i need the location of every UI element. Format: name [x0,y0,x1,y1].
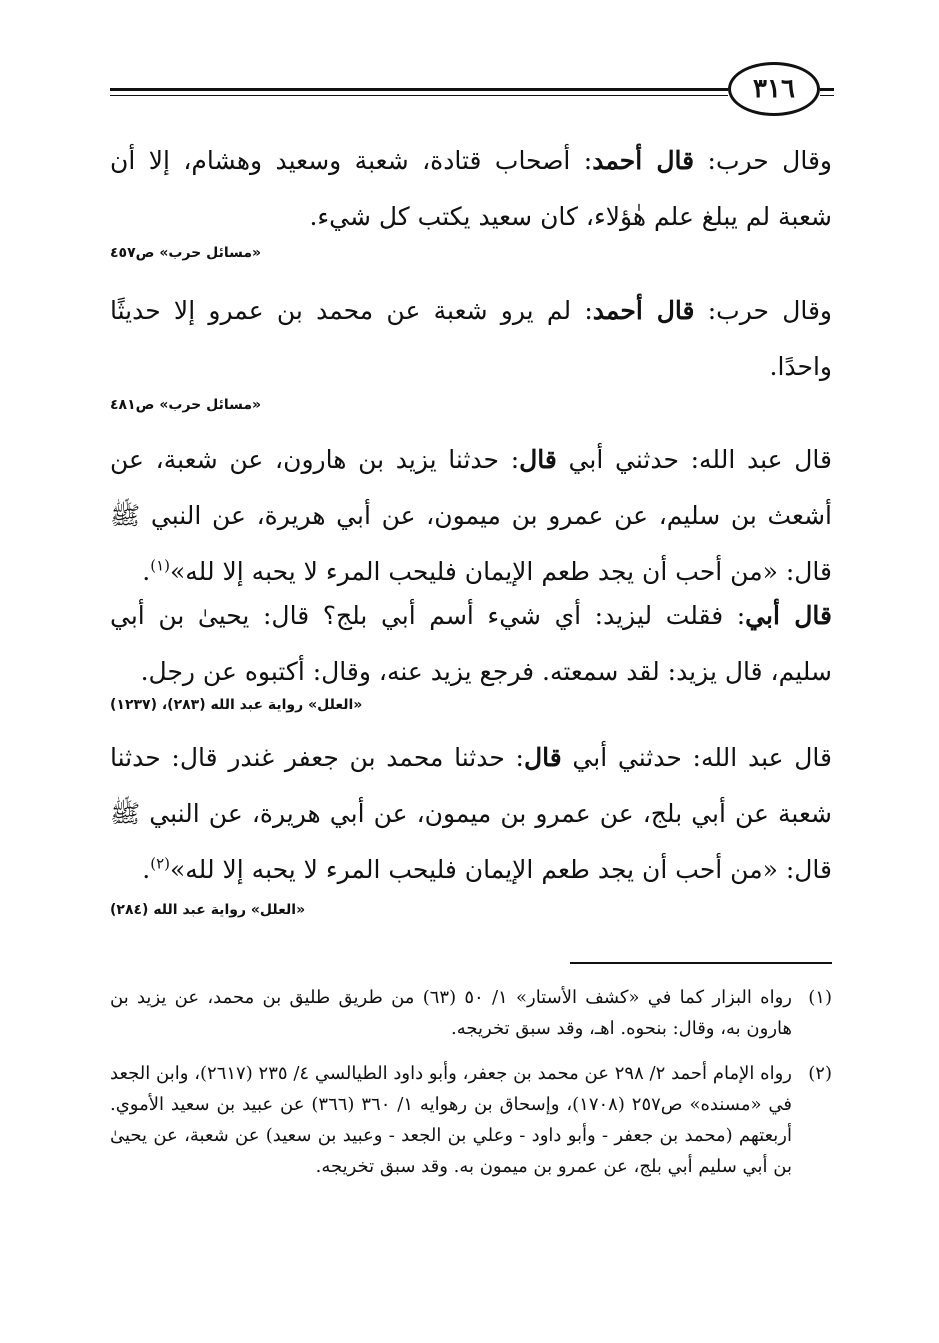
paragraph-end: . [142,557,151,586]
source-citation-1: «مسائل حرب» ص٤٥٧ [110,245,262,261]
paragraph-text: : أصحاب قتادة، شعبة وسعيد وهشام، إلا أن شعبة لم يبلغ علم هٰؤلاء، كان سعيد يكتب كل شيء. [110,146,832,231]
paragraph-speaker: وقال حرب: [694,146,832,175]
source-citation-2: «مسائل حرب» ص٤٨١ [110,397,262,413]
footnote-separator [570,962,832,964]
paragraph-5 [110,730,832,898]
paragraph-text: : لم يرو شعبة عن محمد بن عمرو إلا حديثًا واحدًا. [110,296,832,381]
header-rule-right [820,88,834,91]
footnote-number: (١) [808,987,832,1008]
footnote-text: رواه الإمام أحمد ٢/ ٢٩٨ عن محمد بن جعفر، وأبو داود الطيالسي ٤/ ٢٣٥ (٢٦١٧)، وابن الجعد في «مسنده» ص٢٥٧ (١٧٠٨)، وإسحاق بن رهوايه ١/ ٣٦٠ (٣٦٦) عن عبيد بن سعيد الأموي. أربعتهم (محمد بن جعفر - وأبو داود - وعلي بن الجعد - وعبيد بن سعيد) عن شعبة، عن يحيىٰ بن أبي سليم أبي بلج، عن عمرو بن ميمون به. وقد سبق تخريجه. [110,1063,793,1177]
header-rule-right-thin [820,95,834,96]
source-citation-5: «العلل» رواية عبد الله (٢٨٤) [110,902,306,918]
paragraph-lead: قال أحمد [592,146,695,175]
page-number: ٣١٦ [728,62,820,116]
paragraph-speaker: قال عبد الله: حدثني أبي [556,445,832,474]
footnote-2 [110,1058,832,1182]
paragraph-3 [110,432,832,600]
paragraph-text: : حدثنا يزيد بن هارون، عن شعبة، عن أشعث بن سليم، عن عمرو بن ميمون، عن أبي هريرة، عن النبي ﷺ قال: «من أحب أن يجد طعم الإيمان فليحب المرء لا يحبه إلا لله» [110,445,832,586]
source-citation-4: «العلل» رواية عبد الله (٢٨٣)، (١٢٣٧) [110,697,363,713]
paragraph-2 [110,283,832,395]
paragraph-speaker: وقال حرب: [694,296,833,325]
header-rule [110,88,728,91]
paragraph-lead: قال أحمد [592,296,695,325]
paragraph-end: . [142,855,151,884]
paragraph-lead: قال [523,743,562,772]
paragraph-lead: قال أبي [745,601,832,630]
footnote-ref-1[interactable]: (١) [150,556,170,575]
paragraph-speaker: قال عبد الله: حدثني أبي [561,743,833,772]
footnote-text: رواه البزار كما في «كشف الأستار» ١/ ٥٠ (٦٣) من طريق طليق بن محمد، عن يزيد بن هارون به، وقال: بنحوه. اهـ، وقد سبق تخريجه. [110,987,792,1039]
paragraph-1 [110,133,832,245]
paragraph-text: : فقلت ليزيد: أي شيء أسم أبي بلج؟ قال: يحيىٰ بن أبي سليم، قال يزيد: لقد سمعته. فرجع يزيد عنه، وقال: أكتبوه عن رجل. [110,601,832,686]
header-rule-thin [110,95,728,96]
footnote-ref-2[interactable]: (٢) [150,854,170,873]
paragraph-4 [110,588,832,700]
footnote-1 [110,982,832,1044]
footnote-number: (٢) [808,1063,832,1084]
paragraph-text: : حدثنا محمد بن جعفر غندر قال: حدثنا شعبة عن أبي بلج، عن عمرو بن ميمون، عن أبي هريرة، عن النبي ﷺ قال: «من أحب أن يجد طعم الإيمان فليحب المرء لا يحبه إلا لله» [110,743,832,884]
paragraph-lead: قال [519,445,557,474]
